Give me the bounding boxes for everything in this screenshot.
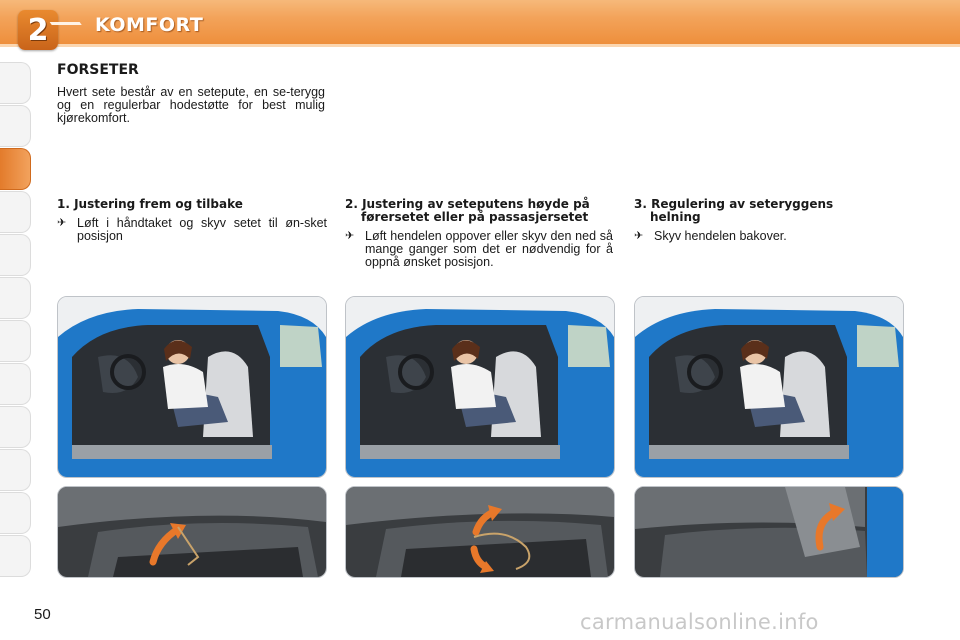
chapter-tab-7[interactable]	[0, 320, 31, 362]
seat-detail-2-svg	[346, 487, 614, 577]
chapter-tab-3[interactable]	[0, 148, 31, 190]
chapter-tab-10[interactable]	[0, 449, 31, 491]
chapter-side-tabs	[0, 62, 34, 582]
step-3-text: Skyv hendelen bakover.	[654, 229, 787, 243]
hand-pointer-icon: ✈	[345, 230, 355, 242]
seat-detail-1	[57, 486, 327, 578]
header-divider	[0, 44, 960, 47]
car-illustration-3	[634, 296, 904, 478]
step-2-heading-line2: førersetet eller på passasjersetet	[361, 210, 589, 224]
step-3-heading	[634, 198, 894, 224]
chapter-tab-9[interactable]	[0, 406, 31, 448]
step-1-text: Løft i håndtaket og skyv setet til øn-sket posisjon	[77, 216, 327, 243]
watermark: carmanualsonline.info	[580, 610, 819, 634]
intro-text: Hvert sete består av en setepute, en se-terygg og en regulerbar hodestøtte for best mulig kjørekomfort.	[57, 85, 325, 125]
step-1-heading-line1: 1. Justering frem og tilbake	[57, 197, 243, 211]
chapter-tab-4[interactable]	[0, 191, 31, 233]
seat-detail-3	[634, 486, 904, 578]
car-svg-2	[346, 297, 614, 477]
step-2-text: Løft hendelen oppover eller skyv den ned så mange ganger som det er nødvendig for å oppnå ønsket posisjon.	[365, 229, 613, 269]
chapter-tab-8[interactable]	[0, 363, 31, 405]
step-3-bullet	[634, 230, 894, 243]
step-1-heading	[57, 198, 327, 211]
chapter-tab-11[interactable]	[0, 492, 31, 534]
step-1-column	[57, 198, 327, 243]
car-svg-3	[635, 297, 903, 477]
chapter-number: 2	[27, 12, 49, 48]
car-illustration-1	[57, 296, 327, 478]
seat-detail-1-svg	[58, 487, 326, 577]
chapter-title: KOMFORT	[95, 14, 204, 36]
step-3-column	[634, 198, 894, 243]
page-number: 50	[34, 606, 51, 623]
car-illustration-2	[345, 296, 615, 478]
hand-pointer-icon: ✈	[57, 217, 67, 229]
car-svg-1	[58, 297, 326, 477]
step-2-heading-line1: 2. Justering av seteputens høyde på	[345, 197, 590, 211]
chapter-tab-2[interactable]	[0, 105, 31, 147]
chapter-tab-1[interactable]	[0, 62, 31, 104]
step-1-bullet	[57, 217, 327, 243]
hand-pointer-icon: ✈	[634, 230, 644, 242]
chapter-tab-12[interactable]	[0, 535, 31, 577]
chapter-number-badge	[18, 10, 58, 50]
step-2-heading	[345, 198, 613, 224]
seat-detail-3-svg	[635, 487, 903, 577]
seat-detail-2	[345, 486, 615, 578]
chapter-tab-6[interactable]	[0, 277, 31, 319]
step-3-heading-line2: helning	[650, 210, 701, 224]
step-2-column	[345, 198, 613, 269]
step-3-heading-line1: 3. Regulering av seteryggens	[634, 197, 834, 211]
section-title: FORSETER	[57, 62, 139, 78]
chapter-tab-5[interactable]	[0, 234, 31, 276]
step-2-bullet	[345, 230, 613, 269]
